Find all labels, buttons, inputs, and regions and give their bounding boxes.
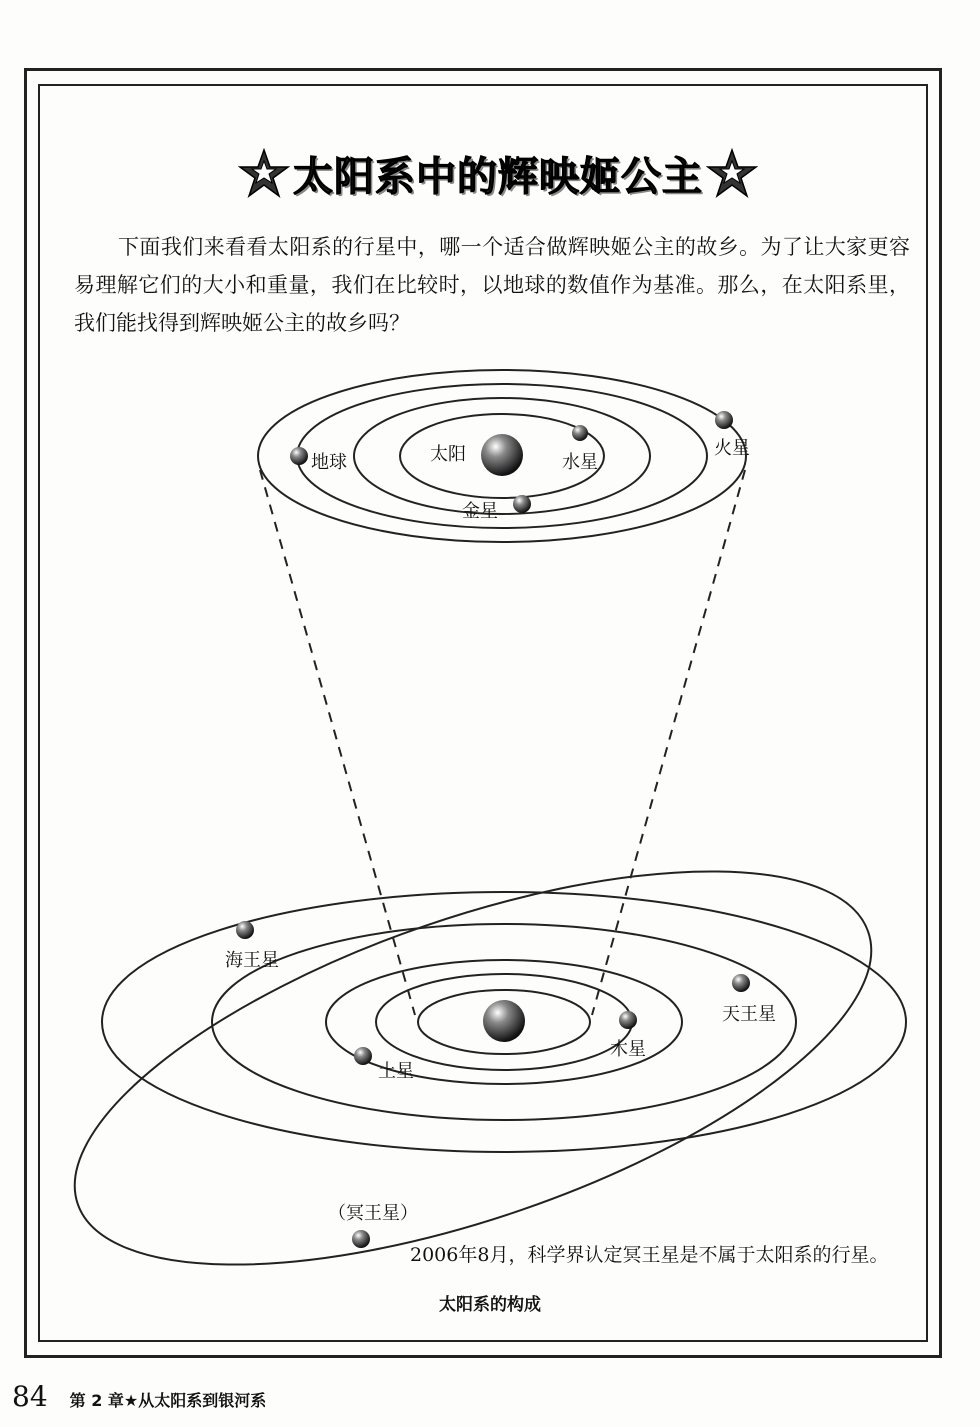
planet-mercury bbox=[572, 425, 588, 441]
label-mars: 火星 bbox=[714, 438, 750, 459]
page-footer bbox=[12, 1380, 266, 1413]
planet-earth bbox=[290, 447, 308, 465]
planet-pluto bbox=[352, 1230, 370, 1248]
projection-lines bbox=[260, 470, 745, 1015]
planet-saturn bbox=[354, 1047, 372, 1065]
page-number: 84 bbox=[12, 1380, 48, 1413]
intro-paragraph: 下面我们来看看太阳系的行星中，哪一个适合做辉映姬公主的故乡。为了让大家更容易理解它们的大小和重量，我们在比较时，以地球的数值作为基准。那么，在太阳系里，我们能找得到辉映姬公主的故乡吗？ bbox=[74, 235, 910, 335]
planet-neptune bbox=[236, 921, 254, 939]
sun-inner bbox=[481, 434, 523, 476]
label-jupiter: 木星 bbox=[610, 1039, 646, 1060]
label-pluto: （冥王星） bbox=[328, 1203, 418, 1224]
label-venus: 金星 bbox=[462, 501, 498, 522]
planet-mars bbox=[715, 411, 733, 429]
label-sun: 太阳 bbox=[430, 444, 466, 465]
pluto-note: 2006年8月，科学界认定冥王星是不属于太阳系的行星。 bbox=[410, 1244, 889, 1266]
label-earth: 地球 bbox=[311, 452, 347, 473]
chapter-title: 第 2 章★从太阳系到银河系 bbox=[69, 1391, 267, 1410]
sun-outer bbox=[483, 1000, 525, 1042]
label-uranus: 天王星 bbox=[722, 1004, 776, 1025]
planet-venus bbox=[513, 495, 531, 513]
figure-caption: 太阳系的构成 bbox=[439, 1295, 541, 1315]
label-saturn: 土星 bbox=[378, 1061, 414, 1082]
projection-line-right bbox=[592, 470, 745, 1015]
planet-jupiter bbox=[619, 1011, 637, 1029]
label-neptune: 海王星 bbox=[225, 950, 279, 971]
label-mercury: 水星 bbox=[562, 452, 598, 473]
planet-uranus bbox=[732, 974, 750, 992]
page-title: 太阳系中的辉映姬公主 bbox=[293, 153, 703, 200]
projection-line-left bbox=[260, 470, 415, 1015]
